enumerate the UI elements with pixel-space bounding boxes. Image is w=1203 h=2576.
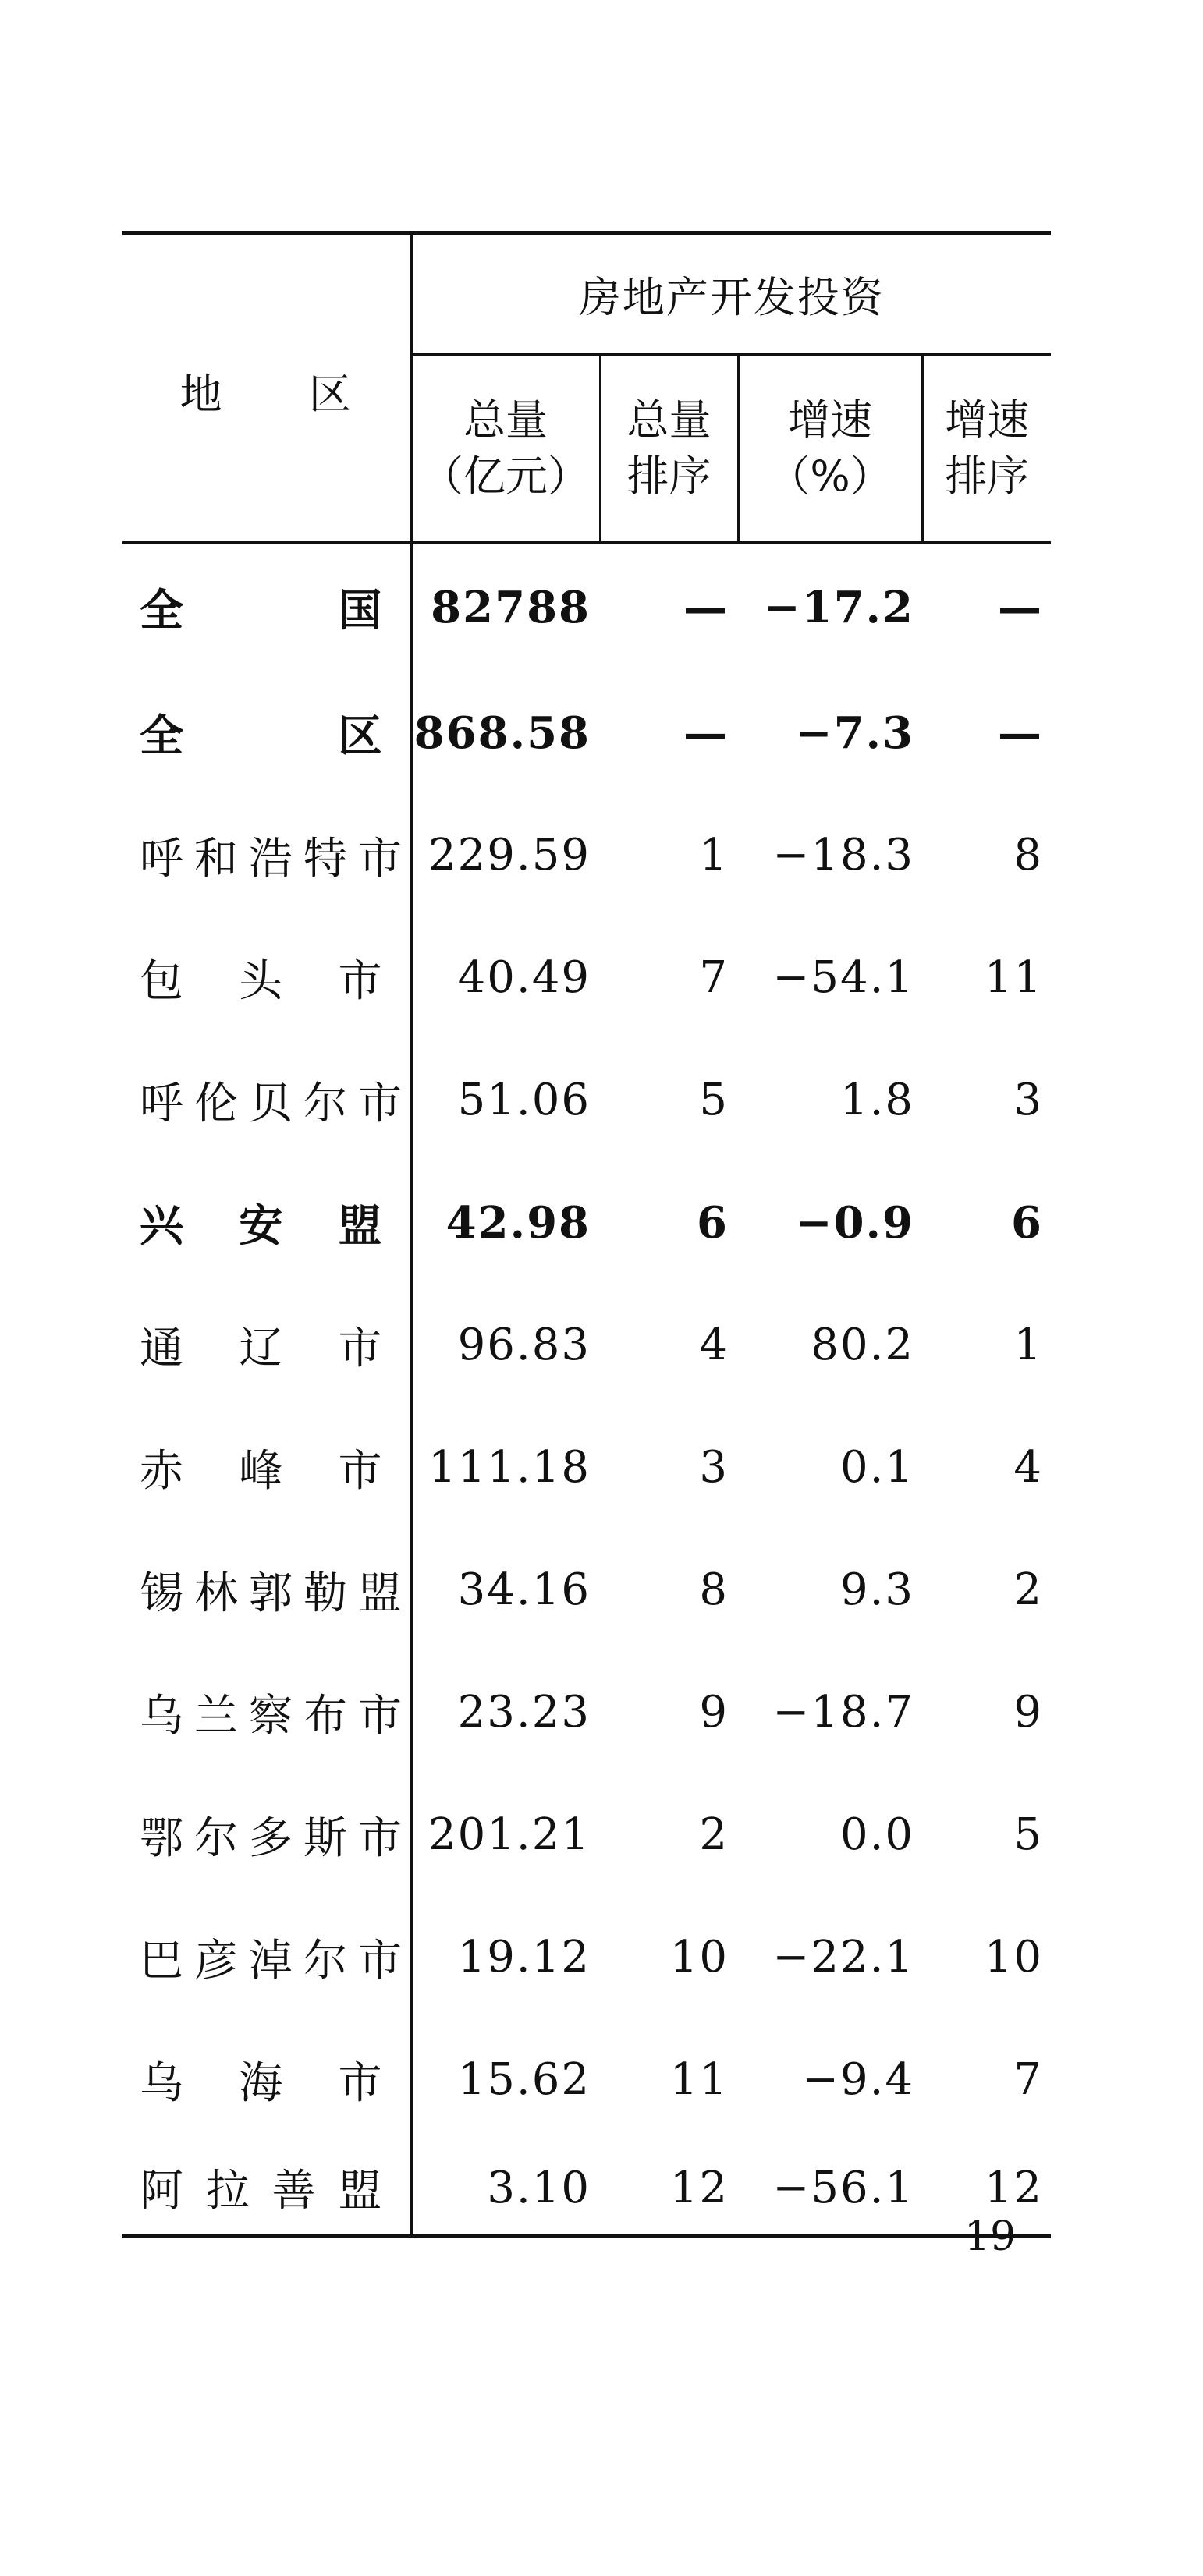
growth-cell: −17.2 (763, 582, 914, 633)
total-cell: 51.06 (457, 1075, 591, 1125)
region-cell (122, 543, 411, 672)
growth-cell: 1.8 (839, 1075, 914, 1125)
growth-rank-cell: 11 (984, 952, 1043, 1003)
real-estate-investment-table (122, 231, 1051, 2238)
total-cell: 82788 (431, 582, 591, 633)
growth-rank-cell: 10 (984, 1932, 1043, 1982)
table-row (122, 1406, 1051, 1529)
growth-rank-cell: 8 (1013, 830, 1043, 881)
region-name: 赤 峰 市 (140, 1445, 393, 1497)
region-name: 呼 和 浩 特 市 (140, 833, 413, 884)
growth-rank-cell: 2 (1013, 1564, 1043, 1615)
region-cell (122, 671, 411, 794)
rank-cell: 5 (699, 1075, 729, 1125)
total-cell: 34.16 (457, 1564, 591, 1615)
growth-rank-cell: 6 (1011, 1196, 1043, 1249)
rank-cell: — (683, 707, 729, 759)
rank-cell: 10 (669, 1932, 729, 1982)
total-cell: 3.10 (411, 2141, 600, 2237)
table-row (122, 794, 1051, 916)
growth-column-header: 增速 （%） (738, 355, 922, 543)
rank-cell: 3 (699, 1442, 729, 1493)
growth-rank-column-header: 增速 排序 (922, 355, 1051, 543)
region-cell (122, 1896, 411, 2018)
region-cell (122, 1406, 411, 1529)
region-cell (122, 1284, 411, 1406)
region-name: 呼 伦 贝 尔 市 (140, 1078, 413, 1129)
rank-cell: 9 (699, 1687, 729, 1738)
total-cell: 868.58 (413, 707, 591, 759)
rank-cell: 2 (699, 1809, 729, 1860)
region-cell (122, 1161, 411, 1284)
region-column-header: 地 区 (122, 233, 411, 543)
total-rank-column-header: 总量 排序 (600, 355, 738, 543)
table-row (122, 916, 1051, 1039)
growth-rank-cell: 1 (1013, 1320, 1043, 1370)
rank-cell: 7 (699, 952, 729, 1003)
region-cell (122, 1039, 411, 1161)
growth-cell: 0.0 (839, 1809, 914, 1860)
growth-cell: 9.3 (839, 1564, 914, 1615)
total-column-header: 总量 （亿元） (411, 355, 600, 543)
growth-cell: −18.3 (772, 830, 914, 881)
total-cell: 111.18 (428, 1442, 591, 1493)
region-name: 乌 兰 察 布 市 (140, 1690, 413, 1742)
rank-cell: 12 (600, 2141, 738, 2237)
region-cell (122, 794, 411, 916)
rank-cell: 8 (699, 1564, 729, 1615)
page-number: 19 (964, 2213, 1017, 2260)
total-cell: 15.62 (457, 2054, 591, 2105)
table-row (122, 671, 1051, 794)
rank-cell: 6 (697, 1196, 729, 1249)
region-cell (122, 1651, 411, 1773)
rank-cell: 4 (699, 1320, 729, 1370)
table-row (122, 1284, 1051, 1406)
total-cell: 40.49 (457, 952, 591, 1003)
rank-cell: 1 (699, 830, 729, 881)
region-name: 全 国 (140, 585, 393, 636)
growth-rank-cell: 12 (922, 2141, 1051, 2237)
table-row (122, 2018, 1051, 2141)
region-name: 通 辽 市 (140, 1323, 393, 1374)
table-row (122, 1529, 1051, 1651)
growth-rank-cell: 5 (1013, 1809, 1043, 1860)
growth-cell: 0.1 (839, 1442, 914, 1493)
total-cell: 229.59 (428, 830, 591, 881)
region-name: 巴 彦 淖 尔 市 (140, 1935, 413, 1986)
table-body (122, 543, 1051, 2237)
growth-cell: −0.9 (795, 1196, 914, 1249)
table-row (122, 1039, 1051, 1161)
region-cell (122, 1529, 411, 1651)
rank-cell: — (683, 582, 729, 633)
table-row (122, 1773, 1051, 1896)
growth-rank-cell: 9 (1013, 1687, 1043, 1738)
table-row (122, 2141, 1051, 2237)
growth-rank-cell: 3 (1013, 1075, 1043, 1125)
growth-rank-cell: — (998, 582, 1043, 633)
table-row (122, 1896, 1051, 2018)
growth-cell: −54.1 (772, 952, 914, 1003)
growth-cell: −9.4 (802, 2054, 914, 2105)
region-cell (122, 2018, 411, 2141)
growth-rank-cell: 7 (1013, 2054, 1043, 2105)
total-cell: 201.21 (428, 1809, 591, 1860)
total-cell: 42.98 (445, 1196, 591, 1249)
total-cell: 23.23 (457, 1687, 591, 1738)
region-cell (122, 2141, 411, 2237)
growth-rank-cell: 4 (1013, 1442, 1043, 1493)
region-name: 乌 海 市 (140, 2057, 393, 2109)
total-cell: 19.12 (457, 1932, 591, 1982)
table-row (122, 1161, 1051, 1284)
region-name: 鄂 尔 多 斯 市 (140, 1812, 413, 1864)
growth-cell: −22.1 (772, 1932, 914, 1982)
table-row (122, 543, 1051, 672)
region-name: 锡 林 郭 勒 盟 (140, 1568, 413, 1619)
rank-cell: 11 (669, 2054, 729, 2105)
growth-cell: −7.3 (795, 707, 914, 759)
region-name: 阿 拉 善 盟 (140, 2166, 393, 2216)
region-cell (122, 1773, 411, 1896)
region-name: 全 区 (140, 710, 393, 762)
total-cell: 96.83 (457, 1320, 591, 1370)
region-name: 包 头 市 (140, 955, 393, 1007)
growth-cell: −18.7 (772, 1687, 914, 1738)
region-cell (122, 916, 411, 1039)
growth-cell: −56.1 (738, 2141, 922, 2237)
table-row (122, 1651, 1051, 1773)
region-name: 兴 安 盟 (140, 1199, 393, 1252)
growth-cell: 80.2 (811, 1320, 914, 1370)
growth-rank-cell: — (998, 707, 1043, 759)
real-estate-investment-header: 房地产开发投资 (411, 233, 1051, 355)
